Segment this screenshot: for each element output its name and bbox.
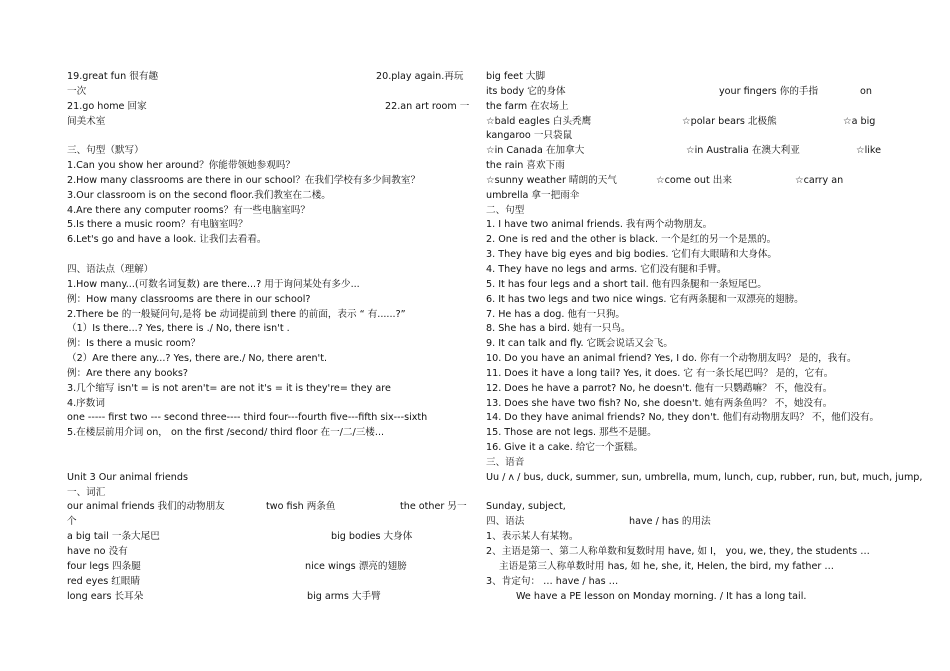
phrase-item: ☆in Australia 在澳大利亚 [686,145,800,157]
sentence-line: 4.Are there any computer rooms？有一些电脑室吗？ [67,204,310,216]
phrase-wrap: kangaroo 一只袋鼠 [486,130,573,142]
usage-line: 主语是第三人称单数时用 has, 如 he, she, it, Helen, the bird, my father … [499,560,835,572]
word-row [67,500,467,515]
word-row [67,560,463,575]
phonics-line: Uu / ʌ / bus, duck, summer, sun, umbrella, mum, lunch, cup, rubber, run, but, much, jump, [486,471,923,483]
phrase-row [486,85,884,100]
phrase-item: ☆like [856,145,882,157]
usage-line: 3、肯定句： … have / has … [486,575,619,587]
sentence-line: 3. They have big eyes and big bodies. 它们有大眼睛和大身体。 [486,249,778,261]
example-line: We have a PE lesson on Monday morning. / It has a long tail. [516,590,807,602]
sentence-line: 8. She has a bird. 她有一只鸟。 [486,323,631,335]
word-item: big arms 大手臂 [307,590,381,602]
grammar-heading-row [486,515,884,530]
word-item: long ears 长耳朵 [67,590,144,602]
word-row [67,575,463,590]
unit-title: Unit 3 Our animal friends [67,471,188,483]
usage-line: 1、表示某人有某物。 [486,531,579,543]
phonics-line: Sunday, subject, [486,501,566,513]
section-heading: 二、句型 [486,204,525,216]
section-heading: 三、句型（默写） [67,145,144,157]
vocab-wrap: 间美术室 [67,115,106,127]
grammar-line: 1.How many...(可数名词复数) are there...? 用于询问某处有多少... [67,278,360,290]
grammar-line: 5.在楼层前用介词 on， on the first /second/ third floor 在一/二/三楼... [67,427,385,439]
right-column [486,70,923,604]
grammar-line: 例：Is there a music room？ [67,338,201,350]
word-item: four legs 四条腿 [67,560,141,572]
grammar-line: 例：How many classrooms are there in our school? [67,293,311,305]
phrase-item: ☆bald eagles 白头秃鹰 [486,115,592,127]
section-heading: 四、语法点（理解） [67,263,154,275]
grammar-line: （1）Is there...? Yes, there is ./ No, there isn't . [67,323,290,335]
vocab-row [67,100,470,115]
phrase-item: your fingers 你的手指 [719,85,819,97]
word-row [67,590,463,605]
section-heading: 一、词汇 [67,486,106,498]
section-heading: 四、语法 [486,516,525,528]
sentence-line: 14. Do they have animal friends? No, they don't. 他们有动物朋友吗？ 不，他们没有。 [486,412,880,424]
phrase-wrap: the farm 在农场上 [486,100,569,112]
vocab-item: 20.play again.再玩 [376,71,464,82]
word-item: red eyes 红眼睛 [67,575,141,587]
word-item: have no 没有 [67,546,128,557]
phrase-item: its body 它的身体 [486,85,566,97]
vocab-item: 21.go home 回家 [67,100,147,112]
sentence-line: 11. Does it have a long tail? Yes, it does. 它 有一条长尾巴吗？ 是的，它有。 [486,367,834,379]
phrase-item: ☆in Canada 在加拿大 [486,145,585,157]
vocab-item: 22.an art room 一 [385,100,470,112]
sentence-line: 10. Do you have an animal friend? Yes, I do. 你有一个动物朋友吗？ 是的，我有。 [486,353,857,365]
grammar-line: one ----- first two --- second three---- third four---fourth five---fifth six---sixth [67,412,428,424]
section-heading: 三、语音 [486,456,525,468]
word-item: big bodies 大身体 [331,531,413,543]
phrase-row [486,144,884,159]
phrase-item: ☆sunny weather 晴朗的天气 [486,174,617,186]
sentence-line: 15. Those are not legs. 那些不是腿。 [486,427,657,439]
sentence-line: 5. It has four legs and a short tail. 他有四条腿和一条短尾巴。 [486,278,767,290]
sentence-line: 16. Give it a cake. 给它一个蛋糕。 [486,442,643,454]
grammar-line: 4.序数词 [67,397,105,409]
phrase-item: ☆come out 出来 [656,174,732,186]
phrase-item: ☆a big [843,115,876,127]
sentence-line: 3.Our classroom is on the second floor.我们教室在二楼。 [67,189,331,201]
grammar-topic: have / has 的用法 [629,516,711,528]
word-line: big feet 大脚 [486,71,546,82]
sentence-line: 6.Let's go and have a look. 让我们去看看。 [67,234,267,246]
vocab-item: 19.great fun 很有趣 [67,71,159,82]
phrase-row [486,115,884,130]
sentence-line: 2.How many classrooms are there in our school？在我们学校有多少间教室？ [67,174,421,186]
sentence-line: 5.Is there a music room？有电脑室吗？ [67,219,248,231]
sentence-line: 1. I have two animal friends. 我有两个动物朋友。 [486,219,713,231]
grammar-line: 例：Are there any books? [67,367,189,379]
sentence-line: 13. Does she have two fish? No, she doesn't. 她有两条鱼吗？ 不，她没有。 [486,397,833,409]
word-item: a big tail 一条大尾巴 [67,531,160,543]
phrase-item: on [860,85,872,97]
word-item: two fish 两条鱼 [266,501,336,513]
left-column [67,70,470,604]
word-wrap: 个 [67,516,77,528]
word-row [67,530,463,545]
word-item: nice wings 漂亮的翅膀 [305,560,407,572]
vocab-row [67,70,463,85]
sentence-line: 2. One is red and the other is black. 一个是红的另一个是黑的。 [486,234,777,246]
sentence-line: 6. It has two legs and two nice wings. 它有两条腿和一双漂亮的翅膀。 [486,293,804,305]
phrase-wrap: the rain 喜欢下雨 [486,160,565,172]
vocab-wrap: 一次 [67,85,87,97]
sentence-line: 1.Can you show her around？你能带领她参观吗？ [67,160,296,172]
sentence-line: 4. They have no legs and arms. 它们没有腿和手臂。 [486,263,727,275]
grammar-line: 3.几个缩写 isn't = is not aren't= are not it's = it is they're= they are [67,382,391,394]
phrase-item: ☆carry an [795,174,844,186]
word-item: our animal friends 我们的动物朋友 [67,501,225,513]
word-item: the other 另一 [400,501,467,513]
sentence-line: 12. Does he have a parrot? No, he doesn't. 他有一只鹦鹉嘛？ 不，他没有。 [486,382,833,394]
word-row [67,545,463,560]
grammar-line: （2）Are there any...? Yes, there are./ No, there aren't. [67,353,328,365]
phrase-row [486,174,884,189]
sentence-line: 9. It can talk and fly. 它既会说话又会飞。 [486,338,673,350]
grammar-line: 2.There be 的一般疑问句,是将 be 动词提前到 there 的前面，表示 “ 有......?” [67,308,406,320]
usage-line: 2、主语是第一、第二人称单数和复数时用 have, 如 I， you, we, they, the students … [486,546,870,557]
sentence-line: 7. He has a dog. 他有一只狗。 [486,308,626,320]
phrase-wrap: umbrella 拿一把雨伞 [486,189,580,201]
phrase-item: ☆polar bears 北极熊 [682,115,777,127]
